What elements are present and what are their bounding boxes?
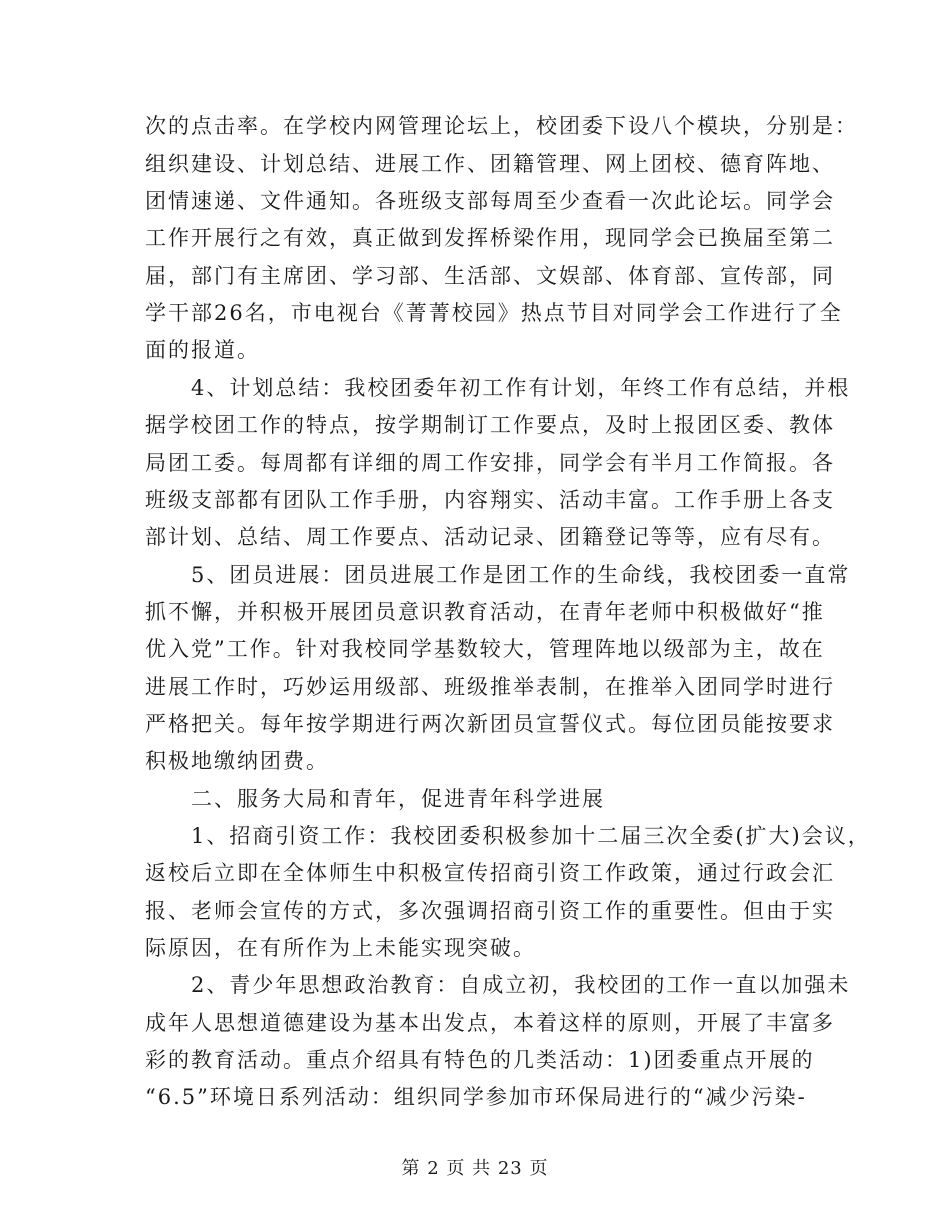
section-heading: 二、服务大局和青年，促进青年科学进展 [145,787,605,811]
body-line-12: 部计划、总结、周工作要点、活动记录、团籍登记等等，应有尽有。 [145,525,835,549]
body-line-5: 届，部门有主席团、学习部、生活部、文娱部、体育部、宣传部，同 [145,264,835,288]
body-line-18: 积极地缴纳团费。 [145,749,329,773]
body-line-4: 工作开展行之有效，真正做到发挥桥梁作用，现同学会已换届至第二 [145,226,835,250]
body-line-3: 团情速递、文件通知。各班级支部每周至少查看一次此论坛。同学会 [145,189,835,213]
body-line-15: 优入党”工作。针对我校同学基数较大，管理阵地以级部为主，故在 [145,637,825,661]
body-line-17: 严格把关。每年按学期进行两次新团员宣誓仪式。每位团员能按要求 [145,712,835,736]
body-line-6: 学干部26名，市电视台《菁菁校园》热点节目对同学会工作进行了全 [145,301,843,325]
body-line-27: “6.5”环境日系列活动：组织同学参加市环保局进行的“减少污染- [145,1085,807,1109]
body-line-7: 面的报道。 [145,338,260,362]
body-line-10: 局团工委。每周都有详细的周工作安排，同学会有半月工作简报。各 [145,451,835,475]
body-line-25: 成年人思想道德建设为基本出发点，本着这样的原则，开展了丰富多 [145,1011,835,1035]
body-line-22: 报、老师会宣传的方式，多次强调招商引资工作的重要性。但由于实 [145,899,835,923]
body-line-9: 据学校团工作的特点，按学期制订工作要点，及时上报团区委、教体 [145,413,835,437]
body-line-26: 彩的教育活动。重点介绍具有特色的几类活动：1)团委重点开展的 [145,1048,815,1072]
body-line-1: 次的点击率。在学校内网管理论坛上，校团委下设八个模块，分别是： [145,114,858,138]
body-line-16: 进展工作时，巧妙运用级部、班级推举表制，在推举入团同学时进行 [145,675,835,699]
body-line-20: 1、招商引资工作：我校团委积极参加十二届三次全委(扩大)会议， [145,824,871,848]
body-line-14: 抓不懈，并积极开展团员意识教育活动，在青年老师中积极做好“推 [145,600,825,624]
body-line-23: 际原因，在有所作为上未能实现突破。 [145,936,536,960]
body-line-21: 返校后立即在全体师生中积极宣传招商引资工作政策，通过行政会汇 [145,861,835,885]
body-line-11: 班级支部都有团队工作手册，内容翔实、活动丰富。工作手册上各支 [145,488,835,512]
body-line-8: 4、计划总结：我校团委年初工作有计划，年终工作有总结，并根 [145,376,851,400]
body-line-24: 2、青少年思想政治教育：自成立初，我校团的工作一直以加强未 [145,973,851,997]
body-line-13: 5、团员进展：团员进展工作是团工作的生命线，我校团委一直常 [145,563,851,587]
body-line-2: 组织建设、计划总结、进展工作、团籍管理、网上团校、德育阵地、 [145,152,835,176]
page-number-footer: 第 2 页 共 23 页 [401,1158,549,1179]
